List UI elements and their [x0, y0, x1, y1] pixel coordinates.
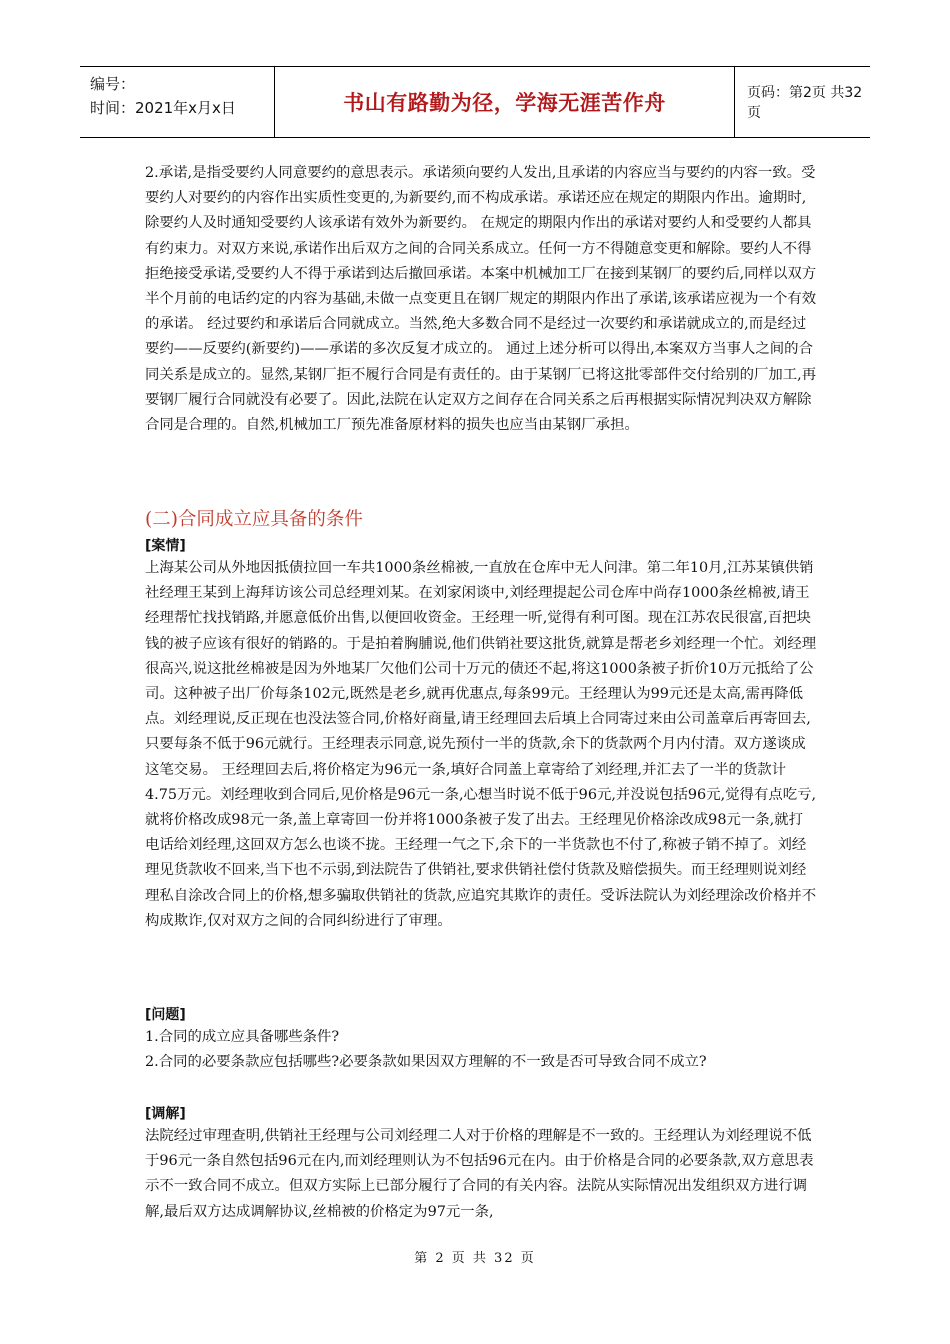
page-footer: 第 2 页 共 32 页 — [414, 1251, 536, 1266]
header-page-number: 页码：第2页 共32页 — [747, 85, 863, 121]
header-motto: 书山有路勤为径，学海无涯苦作舟 — [275, 67, 735, 137]
date-label: 时间：2021年x月x日 — [90, 99, 236, 117]
question-item: 1.合同的成立应具备哪些条件? — [145, 1029, 340, 1045]
case-text: 上海某公司从外地因抵债拉回一车共1000条丝棉被,一直放在仓库中无人问津。第二年10月,江苏某镇供销社经理王某到上海拜访该公司总经理刘某。在刘家闲谈中,刘经理提起公司仓库中尚存1000条丝棉被,请王经理帮忙找找销路,并愿意低价出售,以便回收资金。王经理一听,觉得有利可图。现在江苏农民很富,百把块钱的被子应该有很好的销路的。于是拍着胸脯说,他们供销社要这批货,就算是帮老乡刘经理一个忙。刘经理很高兴,说这批丝棉被是因为外地某厂欠他们公司十万元的债还不起,将这1000条被子折价10万元抵给了公司。这种被子出厂价每条102元,既然是老乡,就再优惠点,每条99元。王经理认为99元还是太高,需再降低点。刘经理说,反正现在也没法签合同,价格好商量,请王经理回去后填上合同寄过来由公司盖章后再寄回去,只要每条不低于96元就行。王经理表示同意,说先预付一半的货款,余下的货款两个月内付清。双方遂谈成这笔交易。 王经理回去后,将价格定为96元一条,填好合同盖上章寄给了刘经理,并汇去了一半的货款计4.75万元。刘经理收到合同后,见价格是96元一条,心想当时说不低于96元,并没说包括96元,觉得有点吃亏,就将价格改成98元一条,盖上章寄回一份并将1000条被子发了出去。王经理见价格涂改成98元一条,就打电话给刘经理,这回双方怎么也谈不拢。王经理一气之下,余下的一半货款也不付了,称被子销不掉了。刘经理见货款收不回来,当下也不示弱,到法院告了供销社,要求供销社偿付货款及赔偿损失。而王经理则说刘经理私自涂改合同上的价格,想多骗取供销社的货款,应追究其欺诈的责任。受诉法院认为刘经理涂改价格并不构成欺诈,仅对双方之间的合同纠纷进行了审理。 — [145, 560, 817, 929]
case-label: [案情] — [145, 538, 186, 554]
page-header — [80, 66, 870, 138]
paragraph-acceptance: 2.承诺,是指受要约人同意要约的意思表示。承诺须向要约人发出,且承诺的内容应当与要约的内容一致。受要约人对要约的内容作出实质性变更的,为新要约,而不构成承诺。承诺还应在规定的期限内作出。逾期时,除要约人及时通知受要约人该承诺有效外为新要约。 在规定的期限内作出的承诺对要约人和受要约人都具有约束力。对双方来说,承诺作出后双方之间的合同关系成立。任何一方不得随意变更和解除。要约人不得拒绝接受承诺,受要约人不得于承诺到达后撤回承诺。本案中机械加工厂在接到某钢厂的要约后,同样以双方半个月前的电话约定的内容为基础,未做一点变更且在钢厂规定的期限内作出了承诺,该承诺应视为一个有效的承诺。 经过要约和承诺后合同就成立。当然,绝大多数合同不是经过一次要约和承诺就成立的,而是经过要约——反要约(新要约)——承诺的多次反复才成立的。 通过上述分析可以得出,本案双方当事人之间的合同关系是成立的。显然,某钢厂拒不履行合同是有责任的。由于某钢厂已将这批零部件交付给别的厂加工,再要钢厂履行合同就没有必要了。因此,法院在认定双方之间存在合同关系之后再根据实际情况判决双方解除合同是合理的。自然,机械加工厂预先准备原材料的损失也应当由某钢厂承担。 — [145, 165, 817, 434]
mediation-text: 法院经过审理查明,供销社王经理与公司刘经理二人对于价格的理解是不一致的。王经理认为刘经理说不低于96元一条自然包括96元在内,而刘经理则认为不包括96元在内。由于价格是合同的必要条款,双方意思表示不一致合同不成立。但双方实际上已部分履行了合同的有关内容。法院从实际情况出发组织双方进行调解,最后双方达成调解协议,丝棉被的价格定为97元一条, — [145, 1128, 814, 1220]
serial-number-label: 编号： — [90, 75, 136, 93]
question-label: [问题] — [145, 1007, 186, 1023]
section-title: (二)合同成立应具备的条件 — [145, 509, 363, 530]
header-meta — [80, 67, 275, 137]
question-list — [145, 1025, 707, 1075]
question-item: 2.合同的必要条款应包括哪些?必要条款如果因双方理解的不一致是否可导致合同不成立? — [145, 1054, 707, 1071]
mediation-label: [调解] — [145, 1106, 186, 1122]
